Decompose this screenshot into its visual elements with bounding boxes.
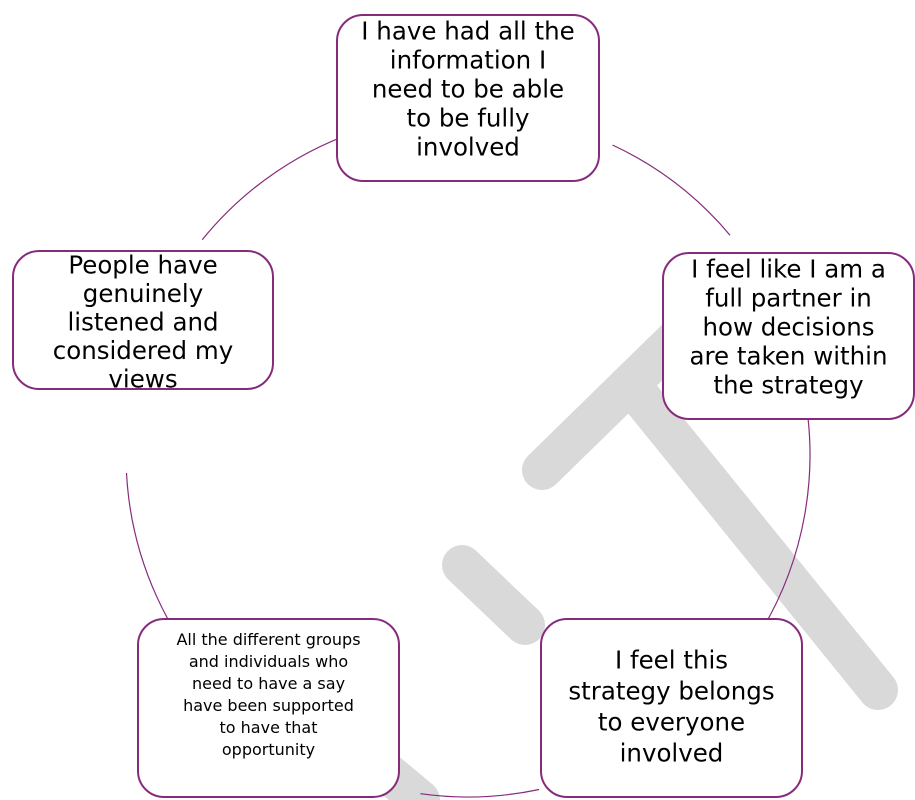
node-text-line: are taken within	[689, 341, 888, 371]
node-text-line: need to be able	[371, 74, 565, 104]
node-text-line: the strategy	[713, 370, 864, 400]
node-text-line: considered my	[52, 336, 234, 365]
node-text-line: need to have a say	[191, 674, 346, 693]
node-information	[337, 15, 599, 181]
node-belongs	[541, 619, 802, 797]
node-text-line: opportunity	[221, 740, 316, 759]
node-groups	[138, 619, 399, 797]
node-text-line: and individuals who	[188, 652, 349, 671]
node-text-line: genuinely	[82, 279, 204, 308]
node-text-line: People have	[68, 250, 218, 280]
cycle-nodes	[13, 15, 914, 797]
node-listened	[13, 251, 273, 394]
node-text-line: to everyone	[597, 707, 746, 737]
node-text-line: views	[108, 364, 178, 394]
node-text-line: involved	[619, 738, 724, 768]
node-text-line: I feel like I am a	[691, 254, 886, 284]
node-partner	[663, 253, 914, 419]
node-text-line: how decisions	[702, 312, 875, 342]
node-text-line: have been supported	[183, 696, 354, 715]
node-text-line: information I	[389, 45, 547, 75]
node-text-line: I feel this	[614, 645, 729, 675]
node-text-line: All the different groups	[176, 630, 361, 649]
node-text-line: to be fully	[406, 103, 530, 133]
node-text-line: strategy belongs	[568, 676, 775, 706]
node-text-line: listened and	[67, 307, 219, 337]
node-text-line: to have that	[219, 718, 318, 737]
watermark-stroke-4	[462, 565, 525, 625]
node-text-line: involved	[416, 132, 520, 162]
node-text-line: I have had all the	[361, 16, 575, 46]
node-text-line: full partner in	[705, 283, 872, 313]
connector-information-partner	[613, 145, 731, 235]
